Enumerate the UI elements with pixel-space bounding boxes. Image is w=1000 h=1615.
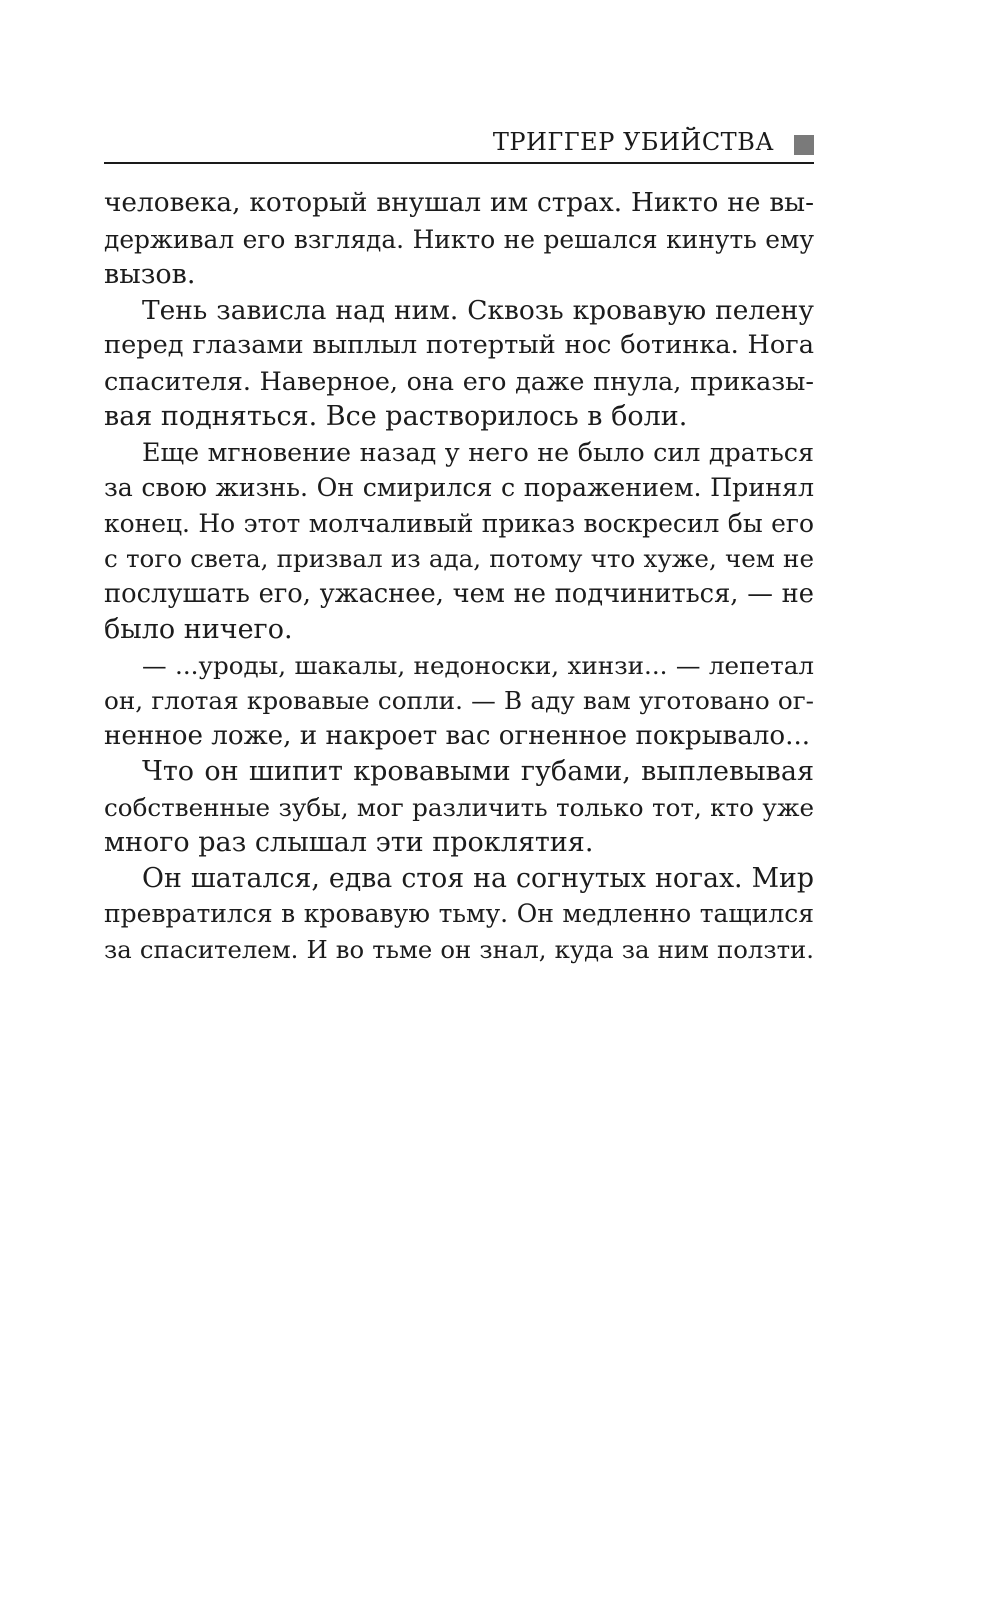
paragraph	[104, 648, 814, 755]
text-line: перед глазами выплыл потертый нос ботинка. Нога	[104, 330, 814, 360]
text-line: Еще мгновение назад у него не было сил драться	[142, 436, 814, 467]
text-line: человека, который внушал им страх. Никто не вы-	[104, 188, 814, 218]
running-header-title: ТРИГГЕР УБИЙСТВА	[492, 128, 774, 156]
text-line: Что он шипит кровавыми губами, выплевывая	[142, 756, 814, 787]
text-line: он, глотая кровавые сопли. — В аду вам уготовано ог-	[104, 686, 814, 715]
text-line: Он шатался, едва стоя на согнутых ногах. Мир	[142, 862, 814, 894]
text-body	[104, 186, 814, 967]
text-line: держивал его взгляда. Никто не решался кинуть ему	[104, 224, 814, 254]
text-line: спасителя. Наверное, она его даже пнула, приказы-	[104, 365, 814, 396]
paragraph	[104, 435, 814, 648]
text-line: с того света, призвал из ада, потому что хуже, чем не	[104, 544, 814, 573]
paragraph	[104, 293, 814, 435]
paragraph	[104, 186, 814, 293]
text-line: вая подняться. Все растворилось в боли.	[104, 401, 688, 432]
text-line: вызов.	[104, 259, 196, 290]
text-line: послушать его, ужаснее, чем не подчиниться, — не	[104, 578, 814, 609]
text-line: превратился в кровавую тьму. Он медленно тащился	[104, 899, 814, 928]
text-line: ненное ложе, и накроет вас огненное покрывало...	[104, 720, 811, 751]
text-line: было ничего.	[104, 614, 293, 645]
text-line: много раз слышал эти проклятия.	[104, 827, 594, 858]
header-square-icon	[794, 135, 814, 155]
text-line: Тень зависла над ним. Сквозь кровавую пелену	[142, 294, 814, 326]
text-line: за свою жизнь. Он смирился с поражением. Принял	[104, 473, 814, 502]
text-line: — ...уроды, шакалы, недоноски, хинзи... — лепетал	[142, 650, 814, 680]
running-header	[104, 126, 814, 164]
text-line: собственные зубы, мог различить только тот, кто уже	[104, 792, 814, 822]
paragraph	[104, 861, 814, 968]
text-line: конец. Но этот молчаливый приказ воскресил бы его	[104, 508, 814, 538]
text-line: за спасителем. И во тьме он знал, куда за ним ползти.	[104, 934, 814, 964]
paragraph	[104, 754, 814, 861]
